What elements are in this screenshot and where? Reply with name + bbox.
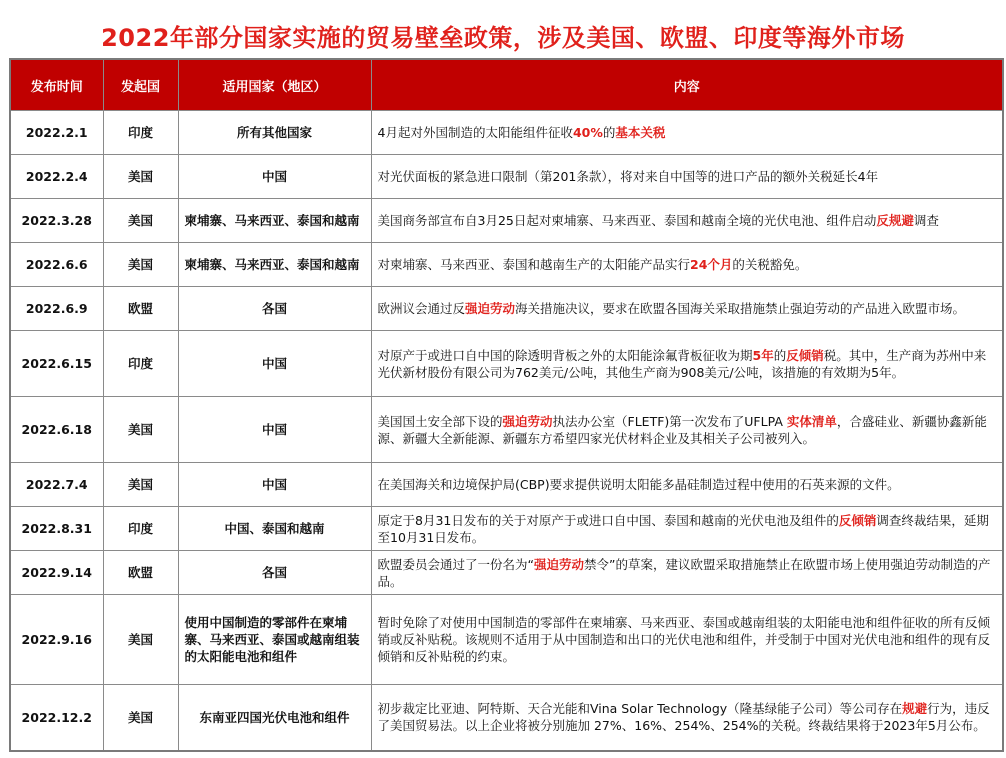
cell-content — [371, 685, 1003, 751]
content-text: 的 — [602, 125, 616, 140]
cell-initiator: 印度 — [103, 507, 178, 551]
cell-initiator: 印度 — [103, 111, 178, 155]
cell-applicable-countries: 柬埔寨、马来西亚、泰国和越南 — [178, 199, 371, 243]
cell-date: 2022.6.9 — [10, 287, 103, 331]
content-text: 初步裁定比亚迪、阿特斯、天合光能和Vina Solar Technology（隆基绿能子公司）等公司存在 — [377, 701, 903, 717]
cell-initiator: 美国 — [103, 199, 178, 243]
cell-date: 2022.7.4 — [10, 463, 103, 507]
table-row — [10, 155, 1003, 199]
cell-content — [371, 507, 1003, 551]
cell-content — [371, 463, 1003, 507]
highlighted-text: 强迫劳动 — [465, 301, 516, 316]
cell-date: 2022.2.1 — [10, 111, 103, 155]
content-text: 的 — [773, 347, 787, 363]
cell-date: 2022.2.4 — [10, 155, 103, 199]
content-text: 对原产于或进口自中国的除透明背板之外的太阳能涂氟背板征收为期 — [377, 347, 753, 363]
table-row — [10, 507, 1003, 551]
header-date: 发布时间 — [10, 59, 103, 111]
cell-content — [371, 331, 1003, 397]
content-text: 执法办公室（FLETF)第一次发布了UFLPA — [552, 413, 787, 429]
table-row — [10, 551, 1003, 595]
header-content: 内容 — [371, 59, 1003, 111]
cell-initiator: 美国 — [103, 463, 178, 507]
content-text: 美国商务部宣布自3月25日起对柬埔寨、马来西亚、泰国和越南全境的光伏电池、组件启动 — [377, 213, 877, 228]
highlighted-text: 实体清单 — [786, 413, 837, 429]
content-text: 美国国土安全部下设的 — [377, 413, 503, 429]
table-row — [10, 685, 1003, 751]
cell-date: 2022.6.6 — [10, 243, 103, 287]
highlighted-text: 强迫劳动 — [502, 413, 553, 429]
cell-initiator: 印度 — [103, 331, 178, 397]
cell-content — [371, 397, 1003, 463]
cell-content — [371, 287, 1003, 331]
content-text: 欧洲议会通过反 — [377, 301, 466, 316]
cell-applicable-countries: 所有其他国家 — [178, 111, 371, 155]
cell-content — [371, 595, 1003, 685]
content-text: 海关措施决议，要求在欧盟各国海关采取措施禁止强迫劳动的产品进入欧盟市场。 — [515, 301, 966, 316]
cell-initiator: 美国 — [103, 243, 178, 287]
highlighted-text: 基本关税 — [615, 125, 666, 140]
content-text: 行为，违反了美国贸易法。以上企业将被分别施加 27%、16%、254%、254%的关税。终裁结果将于2023年5月公布。 — [377, 701, 990, 734]
table-row — [10, 199, 1003, 243]
cell-applicable-countries: 中国 — [178, 155, 371, 199]
cell-content — [371, 155, 1003, 199]
table-row — [10, 243, 1003, 287]
cell-applicable-countries: 中国 — [178, 331, 371, 397]
content-text: 调查 — [913, 213, 939, 228]
cell-date: 2022.6.18 — [10, 397, 103, 463]
cell-date: 2022.8.31 — [10, 507, 103, 551]
content-text: 在美国海关和边境保护局(CBP)要求提供说明太阳能多晶硅制造过程中使用的石英来源的文件。 — [377, 477, 900, 492]
highlighted-text: 强迫劳动 — [533, 556, 584, 572]
cell-date: 2022.9.16 — [10, 595, 103, 685]
table-body — [10, 111, 1003, 751]
header-applicable-countries: 适用国家（地区） — [178, 59, 371, 111]
table-row — [10, 287, 1003, 331]
cell-applicable-countries: 各国 — [178, 551, 371, 595]
table-header-row — [10, 59, 1003, 111]
highlighted-text: 24个月 — [690, 257, 733, 272]
content-text: 禁令”的草案，建议欧盟采取措施禁止在欧盟市场上使用强迫劳动制造的产品。 — [377, 556, 991, 589]
content-text: 4月起对外国制造的太阳能组件征收 — [377, 125, 573, 140]
cell-date: 2022.6.15 — [10, 331, 103, 397]
cell-applicable-countries: 柬埔寨、马来西亚、泰国和越南 — [178, 243, 371, 287]
cell-date: 2022.3.28 — [10, 199, 103, 243]
cell-date: 2022.12.2 — [10, 685, 103, 751]
highlighted-text: 40% — [572, 125, 603, 140]
cell-initiator: 美国 — [103, 155, 178, 199]
cell-content — [371, 551, 1003, 595]
table-row — [10, 331, 1003, 397]
page-title: 2022年部分国家实施的贸易壁垒政策，涉及美国、欧盟、印度等海外市场 — [101, 24, 905, 52]
content-text: 暂时免除了对使用中国制造的零部件在柬埔寨、马来西亚、泰国或越南组装的太阳能电池和组件征收的所有反倾销或反补贴税。该规则不适用于从中国制造和出口的光伏电池和组件，并受制于中国对光伏电池和组件的现有反倾销和反补贴税的约束。 — [377, 615, 991, 664]
table-row — [10, 595, 1003, 685]
cell-applicable-countries: 东南亚四国光伏电池和组件 — [178, 685, 371, 751]
content-text: 调查终裁结果，延期至10月31日发布。 — [377, 512, 989, 545]
content-text: 对柬埔寨、马来西亚、泰国和越南生产的太阳能产品实行 — [377, 257, 691, 272]
cell-content — [371, 243, 1003, 287]
cell-initiator: 欧盟 — [103, 287, 178, 331]
cell-date: 2022.9.14 — [10, 551, 103, 595]
highlighted-text: 反倾销 — [838, 512, 877, 528]
cell-initiator: 美国 — [103, 595, 178, 685]
cell-initiator: 欧盟 — [103, 551, 178, 595]
content-text: 欧盟委员会通过了一份名为“ — [377, 556, 534, 572]
cell-applicable-countries: 中国、泰国和越南 — [178, 507, 371, 551]
content-text: 税。其中，生产商为苏州中来光伏新材股份有限公司为762美元/公吨，其他生产商为908美元/公吨，该措施的有效期为5年。 — [377, 347, 987, 380]
highlighted-text: 规避 — [902, 701, 928, 717]
header-initiator: 发起国 — [103, 59, 178, 111]
table-row — [10, 463, 1003, 507]
highlighted-text: 反规避 — [876, 213, 914, 228]
cell-content — [371, 199, 1003, 243]
cell-applicable-countries: 各国 — [178, 287, 371, 331]
highlighted-text: 5年 — [752, 347, 774, 363]
content-text: 对光伏面板的紧急进口限制（第201条款），将对来自中国等的进口产品的额外关税延长4年 — [377, 169, 879, 184]
cell-applicable-countries: 中国 — [178, 397, 371, 463]
content-text: ，合盛硅业、新疆协鑫新能源、新疆大全新能源、新疆东方希望四家光伏材料企业及其相关子公司被列入。 — [377, 413, 987, 446]
highlighted-text: 反倾销 — [786, 347, 824, 363]
cell-initiator: 美国 — [103, 397, 178, 463]
table-row — [10, 111, 1003, 155]
cell-applicable-countries: 使用中国制造的零部件在柬埔寨、马来西亚、泰国或越南组装的太阳能电池和组件 — [178, 595, 371, 685]
content-text: 的关税豁免。 — [732, 257, 808, 272]
trade-barrier-table — [9, 58, 1004, 752]
cell-applicable-countries: 中国 — [178, 463, 371, 507]
content-text: 原定于8月31日发布的关于对原产于或进口自中国、泰国和越南的光伏电池及组件的 — [377, 512, 839, 528]
cell-content — [371, 111, 1003, 155]
table-row — [10, 397, 1003, 463]
cell-initiator: 美国 — [103, 685, 178, 751]
